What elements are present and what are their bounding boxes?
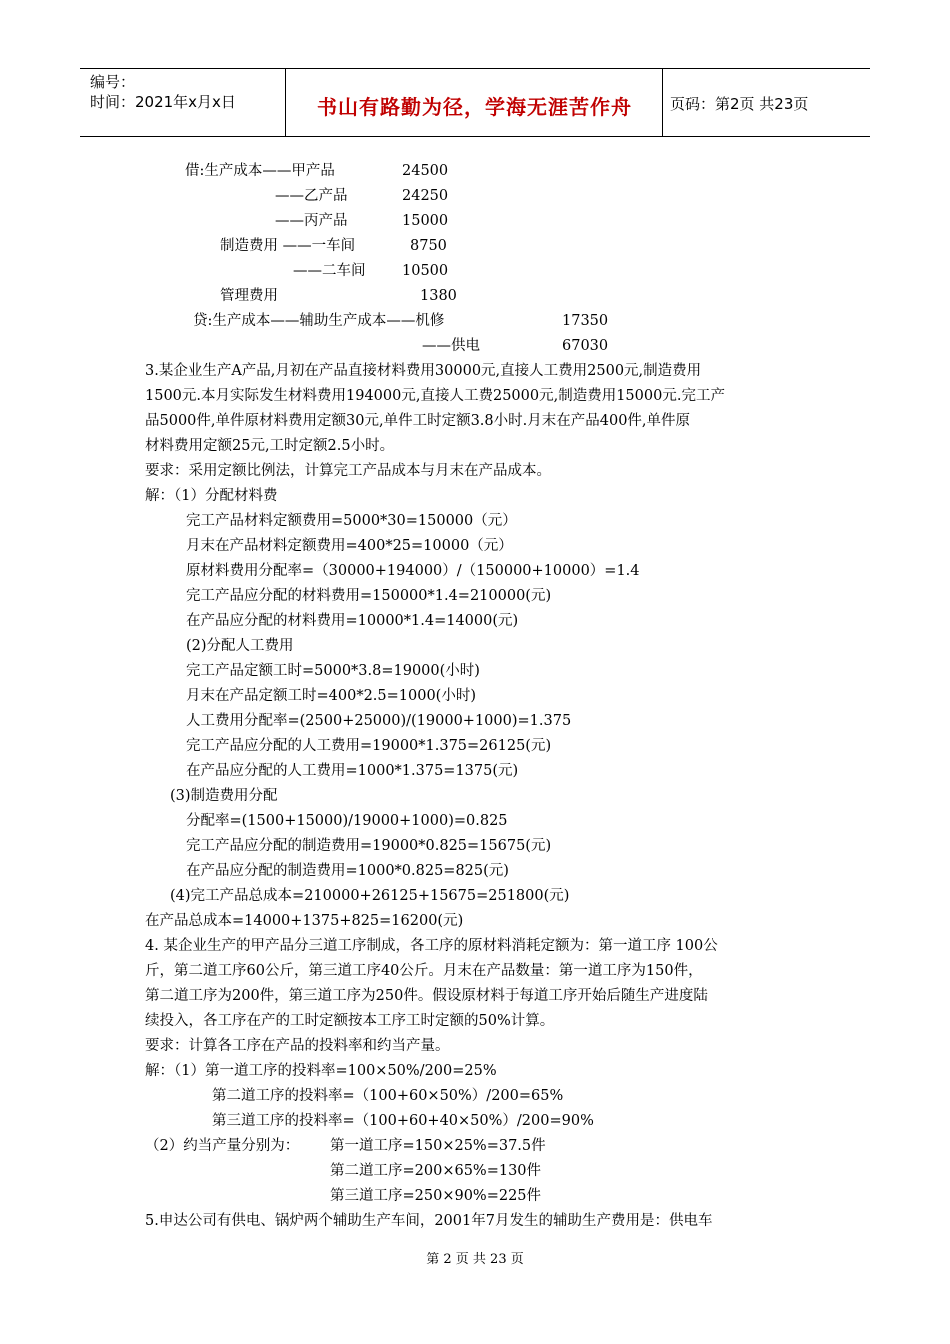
document-number-label: 编号： — [90, 73, 136, 91]
text-line: 17350 — [562, 313, 609, 329]
text-line: 月末在产品定额工时=400*2.5=1000(小时) — [186, 688, 476, 704]
text-line: 完工产品定额工时=5000*3.8=19000(小时) — [186, 663, 480, 679]
text-line: 第一道工序=150×25%=37.5件 — [330, 1138, 546, 1154]
text-line: 3.某企业生产A产品,月初在产品直接材料费用30000元,直接人工费用2500元,制造费用 — [145, 363, 702, 379]
text-line: 1500元.本月实际发生材料费用194000元,直接人工费25000元,制造费用15000元.完工产 — [145, 388, 725, 404]
text-line: 完工产品材料定额费用=5000*30=150000（元） — [186, 513, 517, 529]
text-line: 1380 — [420, 288, 457, 304]
text-line: 5.申达公司有供电、锅炉两个辅助生产车间，2001年7月发生的辅助生产费用是：供电车 — [145, 1213, 713, 1229]
text-line: 管理费用 — [220, 288, 278, 304]
text-line: 贷:生产成本——辅助生产成本——机修 — [193, 313, 445, 329]
text-line: (4)完工产品总成本=210000+26125+15675=251800(元) — [170, 888, 570, 904]
text-line: ——丙产品 — [275, 213, 348, 229]
text-line: 67030 — [562, 338, 609, 354]
text-line: 人工费用分配率=(2500+25000)/(19000+1000)=1.375 — [186, 713, 572, 729]
text-line: 10500 — [402, 263, 449, 279]
text-line: 分配率=(1500+15000)/19000+1000)=0.825 — [186, 813, 508, 829]
text-line: 品5000件,单件原材料费用定额30元,单件工时定额3.8小时.月末在产品400件,单件原 — [145, 413, 691, 429]
header-divider — [662, 69, 663, 136]
text-line: 原材料费用分配率=（30000+194000）/（150000+10000）=1.4 — [186, 563, 640, 579]
text-line: 完工产品应分配的制造费用=19000*0.825=15675(元) — [186, 838, 552, 854]
text-line: 在产品总成本=14000+1375+825=16200(元) — [145, 913, 464, 929]
header-page-number: 页码：第2页 共23页 — [670, 95, 809, 113]
text-line: (2)分配人工费用 — [186, 638, 294, 654]
text-line: 要求：计算各工序在产品的投料率和约当产量。 — [145, 1038, 450, 1054]
text-line: 在产品应分配的制造费用=1000*0.825=825(元) — [186, 863, 509, 879]
text-line: 第二道工序为200件，第三道工序为250件。假设原材料于每道工序开始后随生产进度陆 — [145, 988, 708, 1004]
text-line: 第三道工序=250×90%=225件 — [330, 1188, 542, 1204]
text-line: 在产品应分配的人工费用=1000*1.375=1375(元) — [186, 763, 519, 779]
text-line: 第二道工序=200×65%=130件 — [330, 1163, 542, 1179]
text-line: 8750 — [410, 238, 447, 254]
text-line: 解：（1）分配材料费 — [145, 488, 278, 504]
text-line: 在产品应分配的材料费用=10000*1.4=14000(元) — [186, 613, 519, 629]
text-line: 要求：采用定额比例法，计算完工产品成本与月末在产品成本。 — [145, 463, 551, 479]
text-line: （2）约当产量分别为： — [145, 1138, 300, 1154]
text-line: 月末在产品材料定额费用=400*25=10000（元） — [186, 538, 513, 554]
page-header — [80, 68, 870, 137]
header-divider — [285, 69, 286, 136]
text-line: (3)制造费用分配 — [170, 788, 278, 804]
document-date-label: 时间：2021年x月x日 — [90, 93, 236, 111]
text-line: 斤，第二道工序60公斤，第三道工序40公斤。月末在产品数量：第一道工序为150件， — [145, 963, 703, 979]
text-line: 完工产品应分配的材料费用=150000*1.4=210000(元) — [186, 588, 552, 604]
text-line: 解：（1）第一道工序的投料率=100×50%/200=25% — [145, 1063, 497, 1079]
text-line: ——二车间 — [293, 263, 366, 279]
text-line: 第二道工序的投料率=（100+60×50%）/200=65% — [212, 1088, 564, 1104]
text-line: 制造费用 ——一车间 — [220, 238, 356, 254]
text-line: 第三道工序的投料率=（100+60+40×50%）/200=90% — [212, 1113, 594, 1129]
header-motto: 书山有路勤为径，学海无涯苦作舟 — [317, 95, 632, 119]
text-line: 4. 某企业生产的甲产品分三道工序制成，各工序的原材料消耗定额为：第一道工序 100公 — [145, 938, 718, 954]
text-line: 借:生产成本——甲产品 — [185, 163, 335, 179]
text-line: 15000 — [402, 213, 449, 229]
text-line: 完工产品应分配的人工费用=19000*1.375=26125(元) — [186, 738, 552, 754]
text-line: 材料费用定额25元,工时定额2.5小时。 — [145, 438, 395, 454]
text-line: ——供电 — [422, 338, 480, 354]
page-footer: 第 2 页 共 23 页 — [426, 1252, 524, 1267]
header-meta — [90, 72, 236, 112]
text-line: 24500 — [402, 163, 449, 179]
text-line: 续投入，各工序在产的工时定额按本工序工时定额的50%计算。 — [145, 1013, 555, 1029]
text-line: 24250 — [402, 188, 449, 204]
text-line: ——乙产品 — [275, 188, 348, 204]
